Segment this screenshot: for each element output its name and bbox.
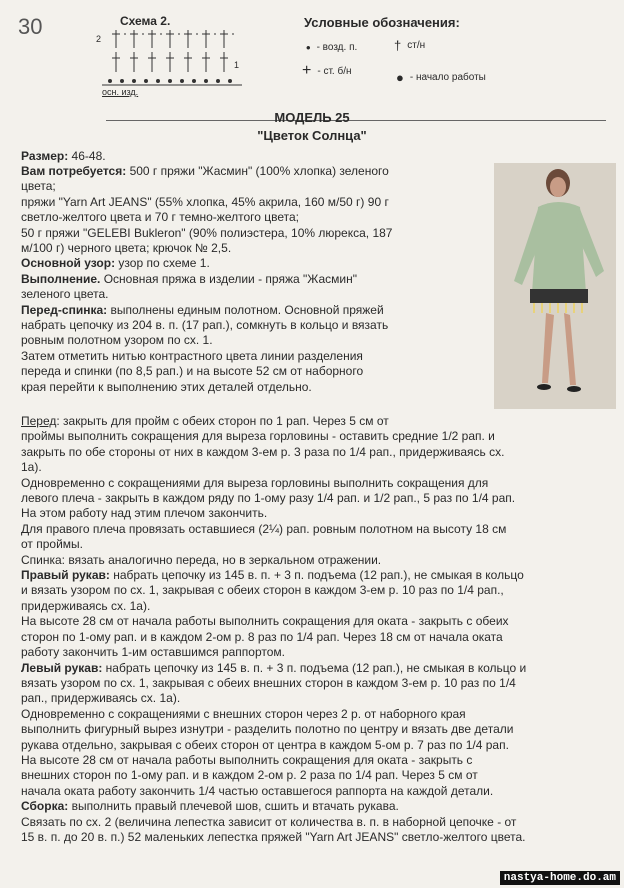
legend-title: Условные обозначения: <box>304 15 460 30</box>
schema-base-label: осн. изд. <box>102 87 139 97</box>
dagger-icon: † <box>394 38 402 53</box>
legend-tr: + - ст. б/н <box>302 62 352 79</box>
schema-row-2: 2 <box>96 34 102 44</box>
model-number: МОДЕЛЬ 25 <box>274 110 350 125</box>
legend-dc: † ст/н <box>394 38 426 53</box>
legend-start: ● - начало работы <box>396 70 486 85</box>
legend-chain: • - возд. п. <box>306 40 358 55</box>
model-name: "Цветок Солнца" <box>257 128 367 143</box>
plus-icon: + <box>302 62 312 79</box>
dot-icon: • <box>306 40 311 55</box>
filled-dot-icon: ● <box>396 70 404 85</box>
site-watermark: nastya-home.do.am <box>500 871 620 885</box>
size-line: Размер: 46-48. <box>21 149 106 163</box>
schema-title: Схема 2. <box>120 14 171 28</box>
materials-block: Вам потребуется: 500 г пряжи "Жасмин" (100% хлопка) зеленого цвета; пряжи "Yarn Art JEANS" (55% хлопка, 45% акрила, 160 м/50 г) 90 г светло-желтого цвета и 70 г темно-желтого цвета; 50 г пряжи "GELEBI Bukleron" (90% полиэстера, 10% люрекса, 187 м/100 г) черного цвета; крючок № 2,5. Основной узор: узор по схеме 1. Выполнение. Основная пряжа в изделии - пряжа "Жасмин" зеленого цвета. Перед-спинка: выполнены единым полотном. Основной пряжей набрать цепочку из 204 в. п. (17 рап.), сомкнуть в кольцо и вязать ровным полотном узором по сх. 1. Затем отметить нитью контрастного цвета линии разделения переда и спинки (по 8,5 рап.) и на высоте 52 см от наборного края перейти к выполнению этих деталей отдельно. <box>21 164 393 394</box>
page-number: 30 <box>18 14 43 39</box>
main-text-block: Перед: закрыть для пройм с обеих сторон по 1 рап. Через 5 см от проймы выполнить сокращения для выреза горловины - оставить средние 1/2 рап. и закрыть по обе стороны от них в каждом 3-ем р. 3 раза по 1/4 рап., придерживаясь сх. 1а). Одновременно с сокращениями для выреза горловины выполнить сокращения для левого плеча - закрыть в каждом ряду по 1-ому разу 1/4 рап. и 1/2 рап., 5 раз по 1/4 рап. На этом работу над этим плечом закончить. Для правого плеча провязать оставшиеся (2¼) рап. ровным полотном на высоту 18 см от проймы. Спинка: вязать аналогично переда, но в зеркальном отражении. Правый рукав: набрать цепочку из 145 в. п. + 3 п. подъема (12 рап.), не смыкая в кольцо и вязать узором по сх. 1, закрывая с обеих сторон в каждом 3-ем р. 10 раз по 1/4 рап., придерживаясь сх. 1а). На высоте 28 см от начала работы выполнить сокращения для оката - закрыть с обеих сторон по 1-ому рап. и в каждом 2-ом р. 8 раз по 1/4 рап. Через 18 см от начала оката работу закончить 1-им оставшимся раппортом. Левый рукав: набрать цепочку из 145 в. п. + 3 п. подъема (12 рап.), не смыкая в кольцо и вязать узором по сх. 1, закрывая с обеих внешних сторон в каждом 3-ем р. 10 раз по 1/4 рап., придерживаясь сх. 1а). Одновременно с сокращениями с внешних сторон через 2 р. от наборного края выполнить фигурный вырез изнутри - разделить полотно по центру и вязать две детали рукава отдельно, закрывая с обеих сторон от центра в каждом 5-ом р. 7 раз по 1/4 рап. На высоте 28 см от начала работы выполнить сокращения для оката - закрыть с внешних сторон по 1-ому рап. и в каждом 2-ом р. 2 раза по 1/4 рап. Через 5 см от начала оката работу закончить 1/4 частью оставшегося раппорта на каждой детали. Сборка: выполнить правый плечевой шов, сшить и втачать рукава. Связать по сх. 2 (величина лепестка зависит от количества в. п. в наборной цепочке - от 15 в. п. до 20 в. п.) 52 маленьких лепестка пряжей "Yarn Art JEANS" светло-желтого цвета. <box>21 414 527 844</box>
model-photo <box>494 163 616 409</box>
schema-row-1: 1 <box>234 60 240 70</box>
